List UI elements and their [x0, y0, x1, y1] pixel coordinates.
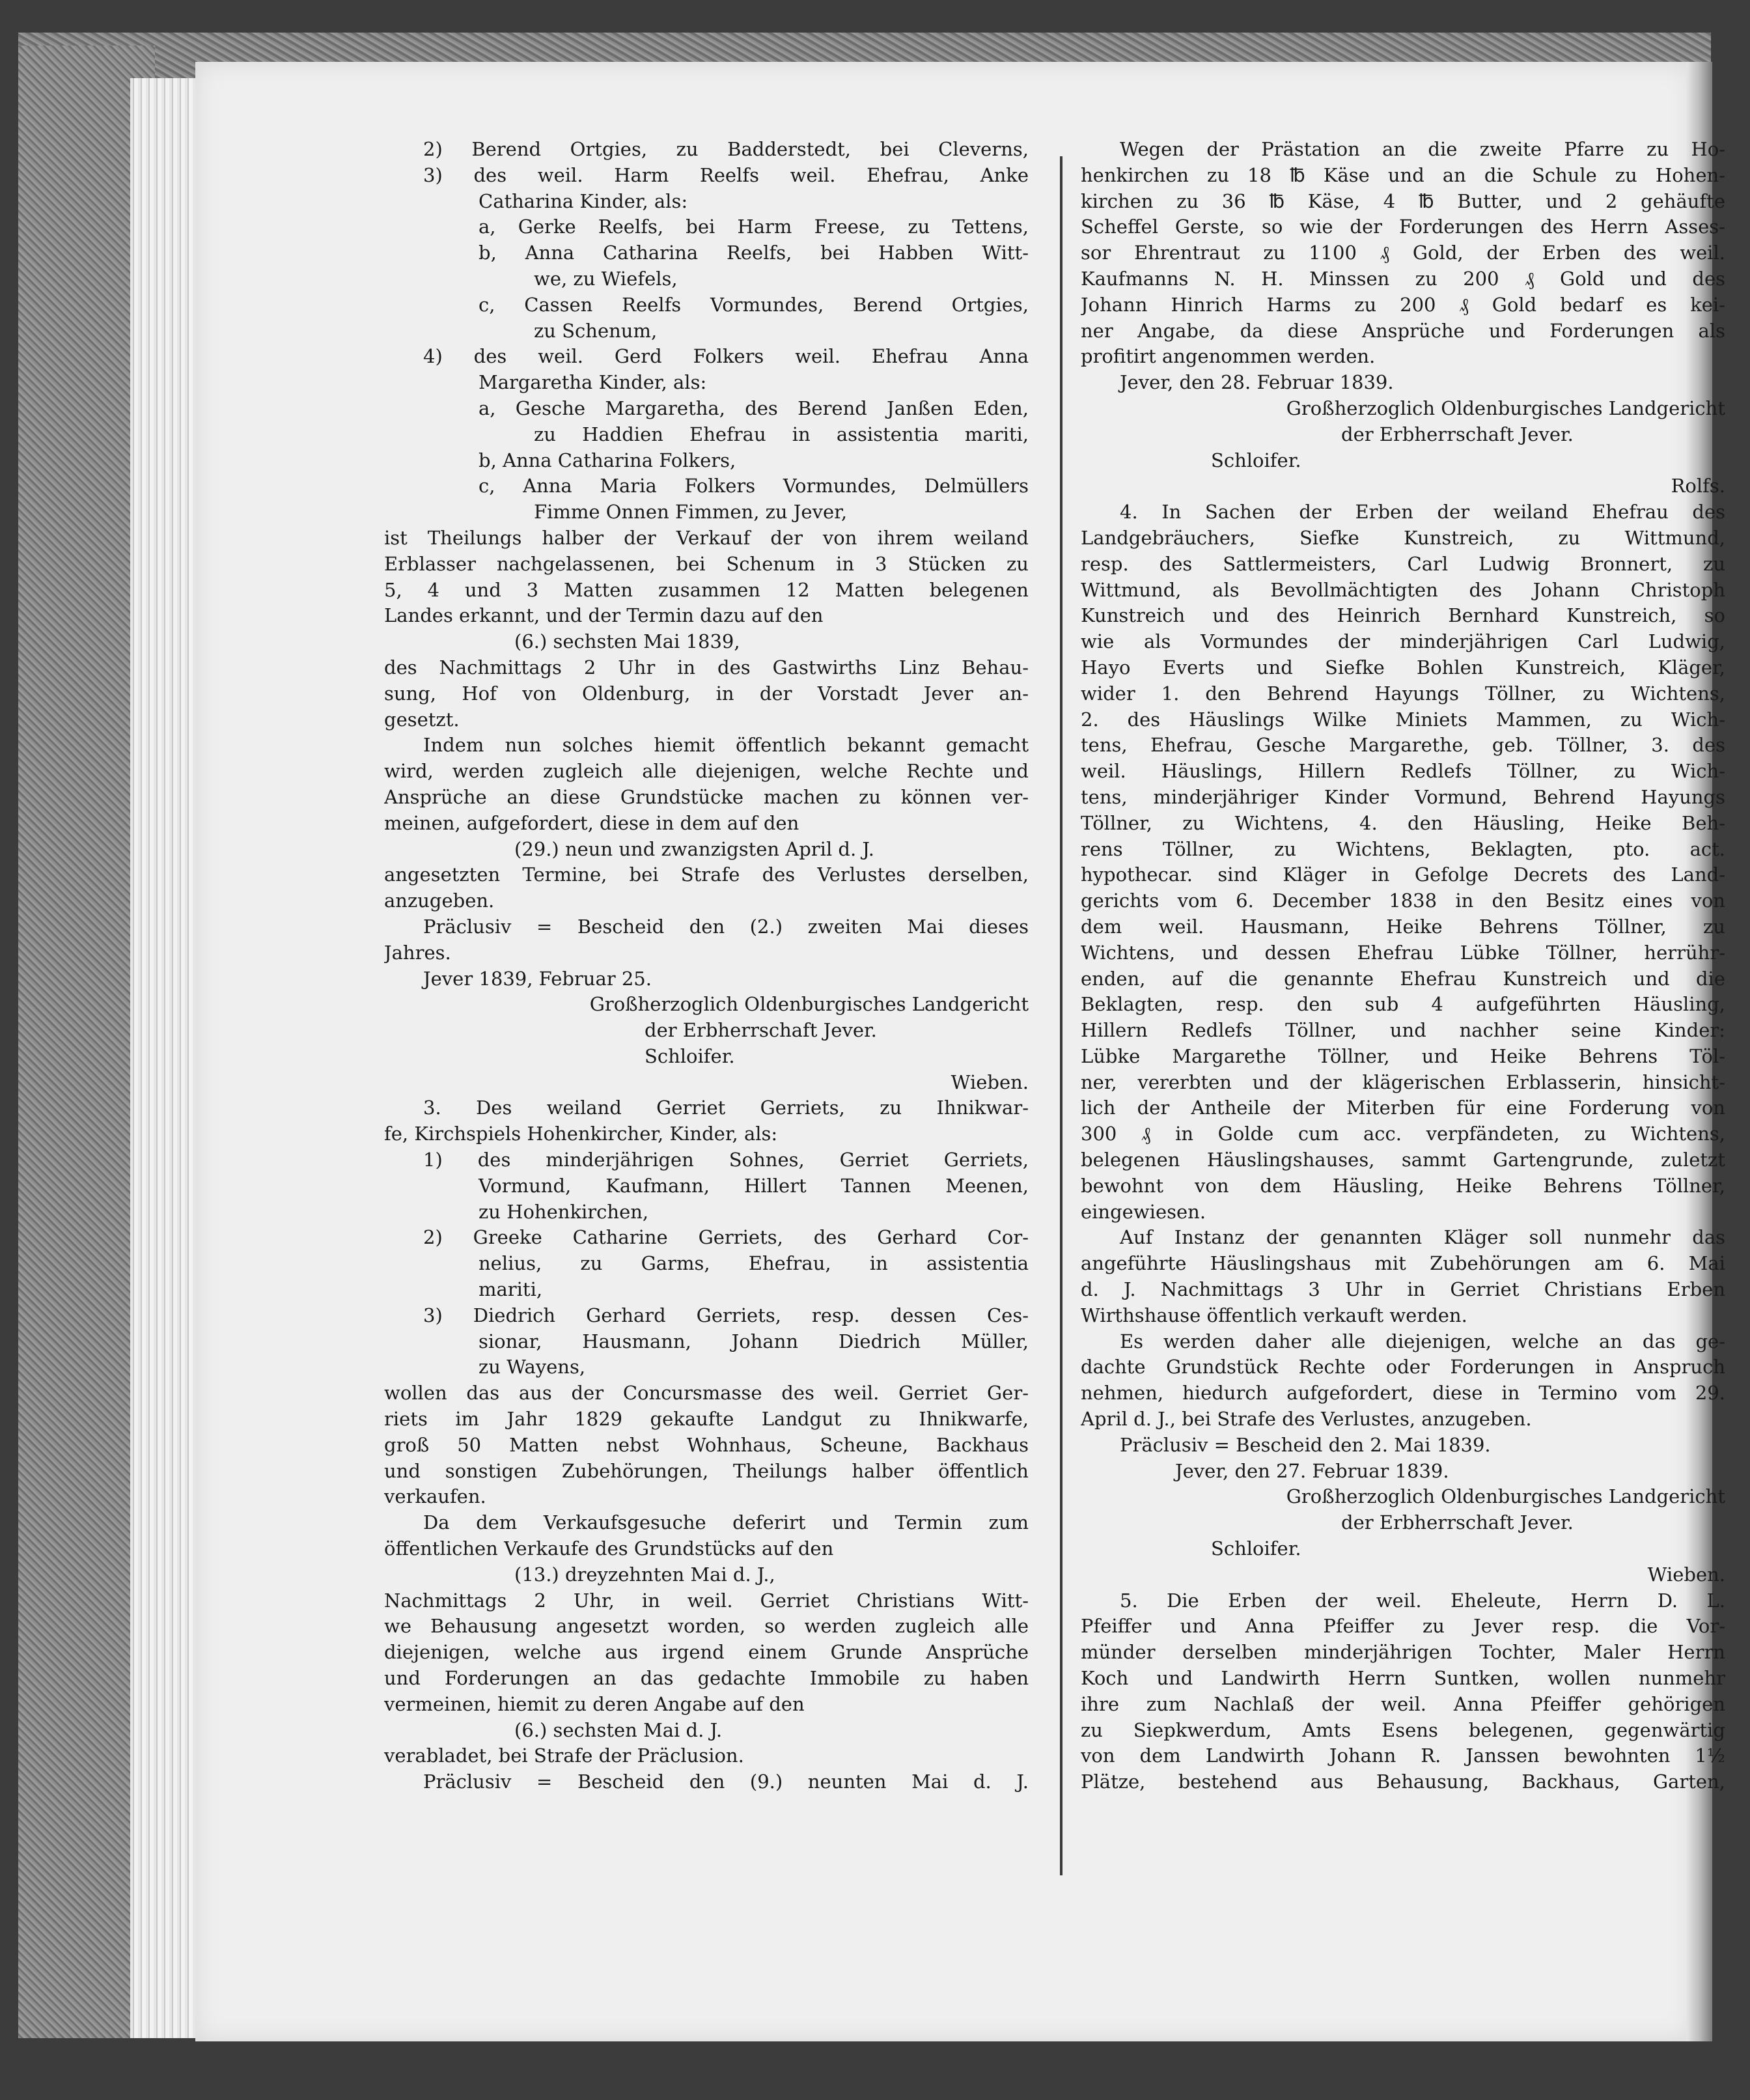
- text-line: ihre zum Nachlaß der weil. Anna Pfeiffer gehörigen: [1081, 1692, 1725, 1715]
- text-line: münder derselben minderjährigen Tochter, Maler Herrn: [1081, 1641, 1725, 1664]
- text-line: sor Ehrentraut zu 1100 ₰ Gold, der Erben des weil.: [1081, 242, 1725, 264]
- text-line: 3) Diedrich Gerhard Gerriets, resp. dessen Ces-: [423, 1304, 1029, 1326]
- text-line: 2) Greeke Catharine Gerriets, des Gerhard Cor-: [423, 1226, 1029, 1249]
- text-line: Vormund, Kaufmann, Hillert Tannen Meenen,: [479, 1174, 1029, 1197]
- text-line: Kunstreich und des Heinrich Bernhard Kunstreich, so: [1081, 604, 1725, 627]
- text-line: Margaretha Kinder, als:: [479, 371, 707, 394]
- text-line: 2. des Häuslings Wilke Miniets Mammen, zu Wich-: [1081, 708, 1725, 731]
- text-line: wie als Vormundes der minderjährigen Carl Ludwig,: [1081, 630, 1725, 653]
- text-line: Schloifer.: [645, 1044, 735, 1067]
- text-line: riets im Jahr 1829 gekaufte Landgut zu Ihnikwarfe,: [384, 1408, 1029, 1431]
- text-line: zu Hohenkirchen,: [479, 1200, 649, 1223]
- text-line: Nachmittags 2 Uhr, in weil. Gerriet Christians Witt-: [384, 1589, 1029, 1612]
- text-line: wird, werden zugleich alle diejenigen, welche Rechte und: [384, 760, 1029, 783]
- text-line: weil. Häuslings, Hillern Redlefs Töllner, zu Wich-: [1081, 760, 1725, 783]
- text-line: des Nachmittags 2 Uhr in des Gastwirths Linz Behau-: [384, 656, 1029, 679]
- left-column: [384, 137, 1029, 1895]
- text-line: April d. J., bei Strafe des Verlustes, anzugeben.: [1081, 1408, 1532, 1431]
- column-divider: [1060, 156, 1062, 1875]
- text-line: tens, minderjähriger Kinder Vormund, Behrend Hayungs: [1081, 785, 1725, 808]
- text-line: und Forderungen an das gedachte Immobile zu haben: [384, 1667, 1029, 1690]
- text-line: Schloifer.: [1211, 1537, 1301, 1560]
- text-line: vermeinen, hiemit zu deren Angabe auf den: [384, 1692, 805, 1715]
- text-line: nehmen, hiedurch aufgefordert, diese in Termino vom 29.: [1081, 1382, 1725, 1405]
- text-line: sung, Hof von Oldenburg, in der Vorstadt Jever an-: [384, 682, 1029, 705]
- text-line: a, Gerke Reelfs, bei Harm Freese, zu Tettens,: [479, 216, 1029, 238]
- text-line: der Erbherrschaft Jever.: [645, 1019, 877, 1042]
- text-line: Koch und Landwirth Herrn Suntken, wollen nunmehr: [1081, 1667, 1725, 1690]
- text-line: gesetzt.: [384, 708, 460, 731]
- text-line: lich der Antheile der Miterben für eine Forderung von: [1081, 1097, 1725, 1119]
- text-line: Indem nun solches hiemit öffentlich bekannt gemacht: [423, 734, 1029, 757]
- text-line: rens Töllner, zu Wichtens, Beklagten, pto. act.: [1081, 837, 1725, 860]
- text-line: Landgebräuchers, Siefke Kunstreich, zu Wittmund,: [1081, 526, 1725, 549]
- text-line: Jever, den 27. Februar 1839.: [1175, 1459, 1449, 1482]
- text-line: c, Cassen Reelfs Vormundes, Berend Ortgies,: [479, 293, 1029, 316]
- text-line: hypothecar. sind Kläger in Gefolge Decrets des Land-: [1081, 863, 1725, 886]
- text-line: Beklagten, resp. den sub 4 aufgeführten Häusling,: [1081, 993, 1725, 1016]
- text-line: Rolfs.: [1671, 475, 1725, 497]
- text-line: eingewiesen.: [1081, 1200, 1206, 1223]
- text-line: ist Theilungs halber der Verkauf der von ihrem weiland: [384, 526, 1029, 549]
- right-column: [1081, 137, 1725, 1895]
- text-line: Landes erkannt, und der Termin dazu auf den: [384, 604, 824, 627]
- text-line: Präclusiv = Bescheid den (2.) zweiten Mai dieses: [423, 915, 1029, 938]
- text-line: verkaufen.: [384, 1485, 486, 1508]
- text-line: 4) des weil. Gerd Folkers weil. Ehefrau Anna: [423, 345, 1029, 368]
- text-line: zu Wayens,: [479, 1356, 586, 1379]
- text-line: Großherzoglich Oldenburgisches Landgericht: [589, 993, 1029, 1016]
- text-line: Hillern Redlefs Töllner, und nachher seine Kinder:: [1081, 1019, 1725, 1042]
- text-line: angesetzten Termine, bei Strafe des Verlustes derselben,: [384, 863, 1029, 886]
- text-line: 300 ₰ in Golde cum acc. verpfändeten, zu Wichtens,: [1081, 1123, 1725, 1145]
- text-line: dachte Grundstück Rechte oder Forderungen in Anspruch: [1081, 1356, 1725, 1379]
- text-line: (13.) dreyzehnten Mai d. J.,: [514, 1563, 775, 1586]
- text-line: und sonstigen Zubehörungen, Theilungs halber öffentlich: [384, 1459, 1029, 1482]
- text-line: enden, auf die genannte Ehefrau Kunstreich und die: [1081, 967, 1725, 990]
- text-line: diejenigen, welche aus irgend einem Grunde Ansprüche: [384, 1641, 1029, 1664]
- text-line: Töllner, zu Wichtens, 4. den Häusling, Heike Beh-: [1081, 811, 1725, 834]
- text-line: ner, vererbten und der klägerischen Erblasserin, hinsicht-: [1081, 1071, 1725, 1093]
- text-line: meinen, aufgefordert, diese in dem auf den: [384, 811, 799, 834]
- text-line: b, Anna Catharina Folkers,: [479, 449, 736, 471]
- text-line: ner Angabe, da diese Ansprüche und Forderungen als: [1081, 319, 1725, 342]
- text-line: we Behausung angesetzt worden, so werden zugleich alle: [384, 1615, 1029, 1638]
- text-line: 4. In Sachen der Erben der weiland Ehefrau des: [1120, 501, 1725, 524]
- text-line: Großherzoglich Oldenburgisches Landgericht: [1286, 1485, 1725, 1508]
- text-line: Pfeiffer und Anna Pfeiffer zu Jever resp. die Vor-: [1081, 1615, 1725, 1638]
- text-line: profitirt angenommen werden.: [1081, 345, 1376, 368]
- text-line: kirchen zu 36 ℔ Käse, 4 ℔ Butter, und 2 gehäufte: [1081, 189, 1725, 212]
- text-line: dem weil. Hausmann, Heike Behrens Töllner, zu: [1081, 915, 1725, 938]
- text-line: Wieben.: [1647, 1563, 1725, 1586]
- text-line: nelius, zu Garms, Ehefrau, in assistentia: [479, 1252, 1029, 1275]
- text-line: der Erbherrschaft Jever.: [1341, 423, 1574, 445]
- text-line: wollen das aus der Concursmasse des weil. Gerriet Ger-: [384, 1382, 1029, 1405]
- text-line: Großherzoglich Oldenburgisches Landgericht: [1286, 397, 1725, 419]
- text-line: Erblasser nachgelassenen, bei Schenum in 3 Stücken zu: [384, 552, 1029, 575]
- text-line: henkirchen zu 18 ℔ Käse und an die Schule zu Hohen-: [1081, 163, 1725, 186]
- text-line: verabladet, bei Strafe der Präclusion.: [384, 1744, 744, 1767]
- text-line: Jever, den 28. Februar 1839.: [1120, 371, 1394, 394]
- text-line: Scheffel Gerste, so wie der Forderungen des Herrn Asses-: [1081, 216, 1725, 238]
- text-line: Johann Hinrich Harms zu 200 ₰ Gold bedarf es kei-: [1081, 293, 1725, 316]
- text-line: Da dem Verkaufsgesuche deferirt und Termin zum: [423, 1511, 1029, 1534]
- text-line: Wichtens, und dessen Ehefrau Lübke Töllner, herrühr-: [1081, 941, 1725, 964]
- text-line: (6.) sechsten Mai 1839,: [514, 630, 740, 653]
- text-line: Wegen der Prästation an die zweite Pfarre zu Ho-: [1120, 138, 1725, 160]
- text-line: Schloifer.: [1211, 449, 1301, 471]
- text-line: öffentlichen Verkaufe des Grundstücks auf den: [384, 1537, 834, 1560]
- text-line: fe, Kirchspiels Hohenkircher, Kinder, als:: [384, 1123, 778, 1145]
- text-line: Präclusiv = Bescheid den 2. Mai 1839.: [1120, 1433, 1491, 1456]
- text-line: von dem Landwirth Johann R. Janssen bewohnten 1½: [1081, 1744, 1725, 1767]
- text-line: mariti,: [479, 1278, 543, 1301]
- text-line: resp. des Sattlermeisters, Carl Ludwig Bronnert, zu: [1081, 552, 1725, 575]
- text-line: wider 1. den Behrend Hayungs Töllner, zu Wichtens,: [1081, 682, 1725, 705]
- text-line: zu Haddien Ehefrau in assistentia mariti,: [534, 423, 1029, 445]
- text-line: d. J. Nachmittags 3 Uhr in Gerriet Christians Erben: [1081, 1278, 1725, 1301]
- text-line: Kaufmanns N. H. Minssen zu 200 ₰ Gold und des: [1081, 267, 1725, 290]
- text-line: a, Gesche Margaretha, des Berend Janßen Eden,: [479, 397, 1029, 419]
- text-line: gerichts vom 6. December 1838 in den Besitz eines von: [1081, 889, 1725, 912]
- text-line: Lübke Margarethe Töllner, und Heike Behrens Töl-: [1081, 1044, 1725, 1067]
- text-line: Ansprüche an diese Grundstücke machen zu können ver-: [384, 785, 1029, 808]
- text-line: we, zu Wiefels,: [534, 267, 678, 290]
- text-line: 5, 4 und 3 Matten zusammen 12 Matten belegenen: [384, 578, 1029, 601]
- text-line: Auf Instanz der genannten Kläger soll nunmehr das: [1120, 1226, 1725, 1249]
- text-line: Plätze, bestehend aus Behausung, Backhaus, Garten,: [1081, 1771, 1725, 1793]
- text-line: b, Anna Catharina Reelfs, bei Habben Witt-: [479, 242, 1029, 264]
- text-line: Catharina Kinder, als:: [479, 189, 688, 212]
- text-line: Präclusiv = Bescheid den (9.) neunten Mai d. J.: [423, 1771, 1029, 1793]
- text-line: 5. Die Erben der weil. Eheleute, Herrn D. L.: [1120, 1589, 1725, 1612]
- text-line: 3. Des weiland Gerriet Gerriets, zu Ihnikwar-: [423, 1097, 1029, 1119]
- text-line: c, Anna Maria Folkers Vormundes, Delmüllers: [479, 475, 1029, 497]
- text-line: tens, Ehefrau, Gesche Margarethe, geb. Töllner, 3. des: [1081, 734, 1725, 757]
- text-line: anzugeben.: [384, 889, 495, 912]
- text-line: zu Schenum,: [534, 319, 658, 342]
- text-line: Hayo Everts und Siefke Bohlen Kunstreich, Kläger,: [1081, 656, 1725, 679]
- text-line: Wieben.: [951, 1071, 1029, 1093]
- text-line: Jahres.: [384, 941, 451, 964]
- text-line: 1) des minderjährigen Sohnes, Gerriet Gerriets,: [423, 1149, 1029, 1171]
- text-line: (6.) sechsten Mai d. J.: [514, 1718, 723, 1741]
- text-line: Wirthshause öffentlich verkauft werden.: [1081, 1304, 1467, 1326]
- text-line: Jever 1839, Februar 25.: [423, 967, 652, 990]
- text-line: zu Siepkwerdum, Amts Esens belegenen, gegenwärtig: [1081, 1718, 1725, 1741]
- text-line: angeführte Häuslingshaus mit Zubehörungen am 6. Mai: [1081, 1252, 1725, 1275]
- text-line: groß 50 Matten nebst Wohnhaus, Scheune, Backhaus: [384, 1433, 1029, 1456]
- text-line: belegenen Häuslingshauses, sammt Gartengrunde, zuletzt: [1081, 1149, 1725, 1171]
- text-line: 2) Berend Ortgies, zu Badderstedt, bei Cleverns,: [423, 138, 1029, 160]
- text-line: der Erbherrschaft Jever.: [1341, 1511, 1574, 1534]
- text-line: Wittmund, als Bevollmächtigten des Johann Christoph: [1081, 578, 1725, 601]
- text-line: sionar, Hausmann, Johann Diedrich Müller,: [479, 1330, 1029, 1352]
- text-line: (29.) neun und zwanzigsten April d. J.: [514, 837, 875, 860]
- text-line: Fimme Onnen Fimmen, zu Jever,: [534, 501, 848, 524]
- text-line: bewohnt von dem Häusling, Heike Behrens Töllner,: [1081, 1174, 1725, 1197]
- text-line: Es werden daher alle diejenigen, welche an das ge-: [1120, 1330, 1725, 1352]
- text-line: 3) des weil. Harm Reelfs weil. Ehefrau, Anke: [423, 163, 1029, 186]
